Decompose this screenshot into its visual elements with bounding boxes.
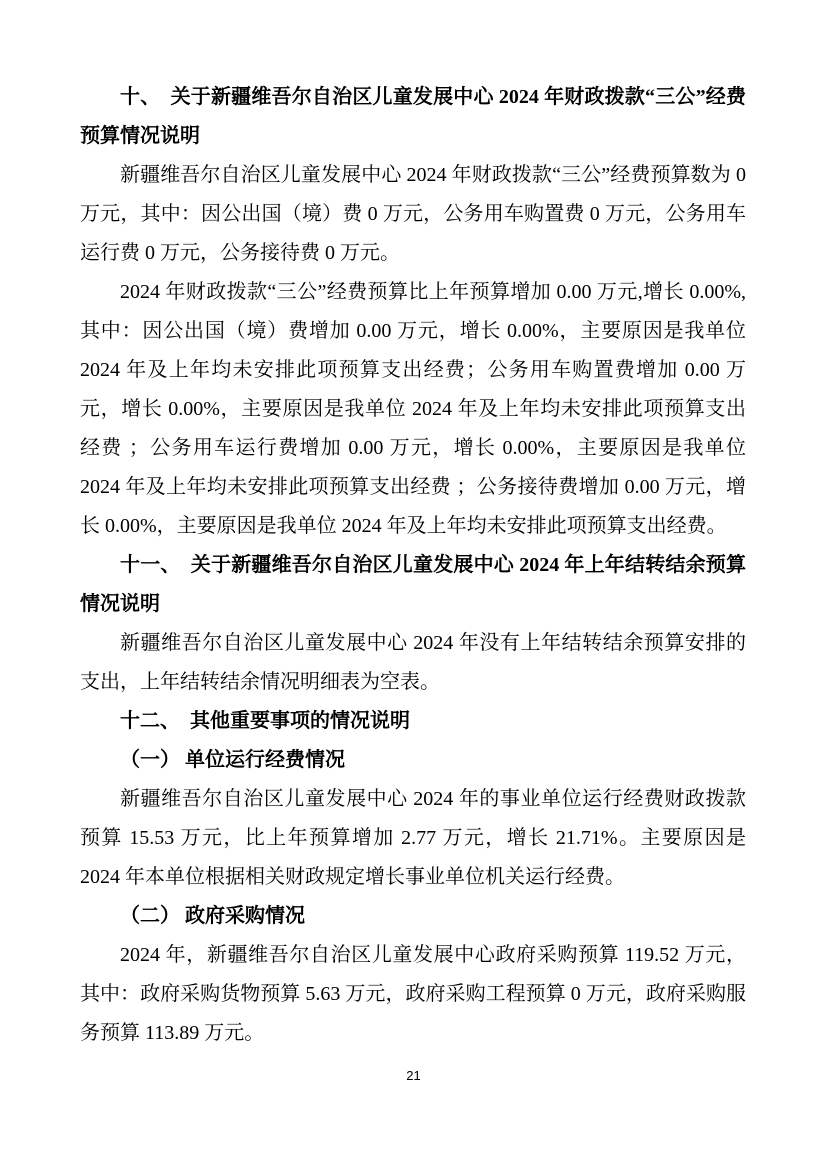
section-heading-11-carryover-surplus: 十一、 关于新疆维吾尔自治区儿童发展中心 2024 年上年结转结余预算情况说明 <box>80 554 746 615</box>
page-number: 21 <box>406 1068 421 1083</box>
paragraph-government-procurement: 2024 年，新疆维吾尔自治区儿童发展中心政府采购预算 119.52 万元，其中：政府采购货物预算 5.63 万元，政府采购工程预算 0 万元，政府采购服务预算 113.89 万元。 <box>80 944 746 1044</box>
subheading-unit-operating-expense: （一） 单位运行经费情况 <box>120 749 345 771</box>
section-heading-10-sangong-budget: 十、 关于新疆维吾尔自治区儿童发展中心 2024 年财政拨款“三公”经费预算情况说明 <box>80 86 746 147</box>
paragraph-sangong-year-over-year-change: 2024 年财政拨款“三公”经费预算比上年预算增加 0.00 万元,增长 0.00%,其中：因公出国（境）费增加 0.00 万元，增长 0.00%，主要原因是我单位 2024 年及上年均未安排此项预算支出经费；公务用车购置费增加 0.00 万元，增长 0.00%，主要原因是我单位 2024 年及上年均未安排此项预算支出经费 ；公务用车运行费增加 0.00 万元，增长 0.00%，主要原因是我单位 2024 年及上年均未安排此项预算支出经费 ；公务接待费增加 0.00 万元，增长 0.00%，主要原因是我单位 2024 年及上年均未安排此项预算支出经费。 <box>80 281 746 537</box>
subheading-government-procurement: （二） 政府采购情况 <box>120 905 305 927</box>
section-heading-12-other-important-matters: 十二、 其他重要事项的情况说明 <box>120 710 410 732</box>
document-body <box>80 78 746 1053</box>
paragraph-carryover-surplus: 新疆维吾尔自治区儿童发展中心 2024 年没有上年结转结余预算安排的支出，上年结转结余情况明细表为空表。 <box>80 632 746 693</box>
paragraph-sangong-budget-amounts: 新疆维吾尔自治区儿童发展中心 2024 年财政拨款“三公”经费预算数为 0 万元，其中：因公出国（境）费 0 万元，公务用车购置费 0 万元，公务用车运行费 0 万元，公务接待费 0 万元。 <box>80 164 746 264</box>
paragraph-unit-operating-expense: 新疆维吾尔自治区儿童发展中心 2024 年的事业单位运行经费财政拨款预算 15.53 万元，比上年预算增加 2.77 万元，增长 21.71%。主要原因是 2024 年本单位根据相关财政规定增长事业单位机关运行经费。 <box>80 788 746 888</box>
